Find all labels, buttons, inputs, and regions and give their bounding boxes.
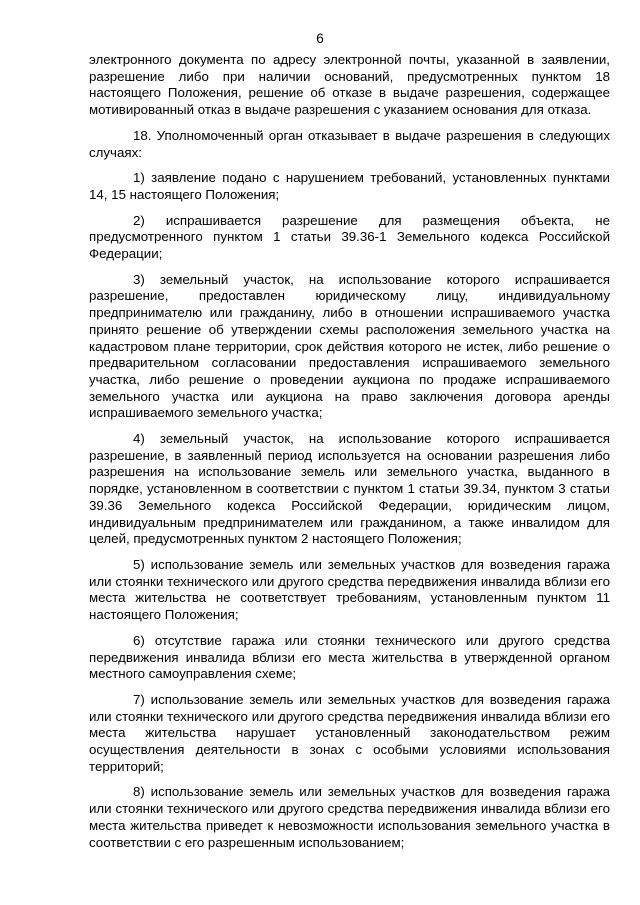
paragraph-subitem-2: 2) испрашивается разрешение для размещения объекта, не предусмотренного пунктом 1 статьи 39.36-1 Земельного кодекса Российской Федерации; (89, 212, 610, 262)
paragraph-subitem-5: 5) использование земель или земельных участков для возведения гаража или стоянки технического или другого средства передвижения инвалида вблизи его места жительства не соответствует требованиям, установленным пунктом 11 настоящего Положения; (89, 556, 610, 623)
paragraph-subitem-7: 7) использование земель или земельных участков для возведения гаража или стоянки технического или другого средства передвижения инвалида вблизи его места жительства нарушает установленный законодательством режим осуществления деятельности в зонах с особыми условиями использования территорий; (89, 691, 610, 774)
paragraph-subitem-4: 4) земельный участок, на использование которого испрашивается разрешение, в заявленный период используется на основании разрешения либо разрешения на использование земель или земельного участка, выданного в порядке, установленном в соответствии с пунктом 1 статьи 39.34, пунктом 3 статьи 39.36 Земельного кодекса Российской Федерации, юридическим лицом, индивидуальным предпринимателем или гражданином, а также инвалидом для целей, предусмотренных пунктом 2 настоящего Положения; (89, 431, 610, 547)
page-number: 6 (316, 31, 324, 46)
paragraph-continuation: электронного документа по адресу электронной почты, указанной в заявлении, разрешение либо при наличии оснований, предусмотренных пунктом 18 настоящего Положения, решение об отказе в выдаче разрешения, содержащее мотивированный отказ в выдаче разрешения с указанием основания для отказа. (89, 52, 610, 118)
paragraph-subitem-8: 8) использование земель или земельных участков для возведения гаража или стоянки технического или другого средства передвижения инвалида вблизи его места жительства приведет к невозможности использования земельного участка в соответствии с его разрешенным использованием; (89, 784, 610, 850)
paragraph-subitem-6: 6) отсутствие гаража или стоянки технического или другого средства передвижения инвалида вблизи его места жительства в утвержденной органом местного самоуправления схеме; (89, 632, 610, 682)
paragraph-item-18: 18. Уполномоченный орган отказывает в выдаче разрешения в следующих случаях: (89, 127, 610, 160)
paragraph-subitem-1: 1) заявление подано с нарушением требований, установленных пунктами 14, 15 настоящего Положения; (89, 170, 610, 202)
document-body (89, 52, 610, 860)
paragraph-subitem-3: 3) земельный участок, на использование которого испрашивается разрешение, предоставлен юридическому лицу, индивидуальному предпринимателю или гражданину, либо в отношении испрашиваемого участка принято решение об утверждении схемы расположения земельного участка на кадастровом плане территории, срок действия которого не истек, либо решение о предварительном согласовании предоставления испрашиваемого земельного участка, либо решение о проведении аукциона по продаже испрашиваемого земельного участка или аукциона на право заключения договора аренды испрашиваемого земельного участка; (89, 271, 610, 421)
